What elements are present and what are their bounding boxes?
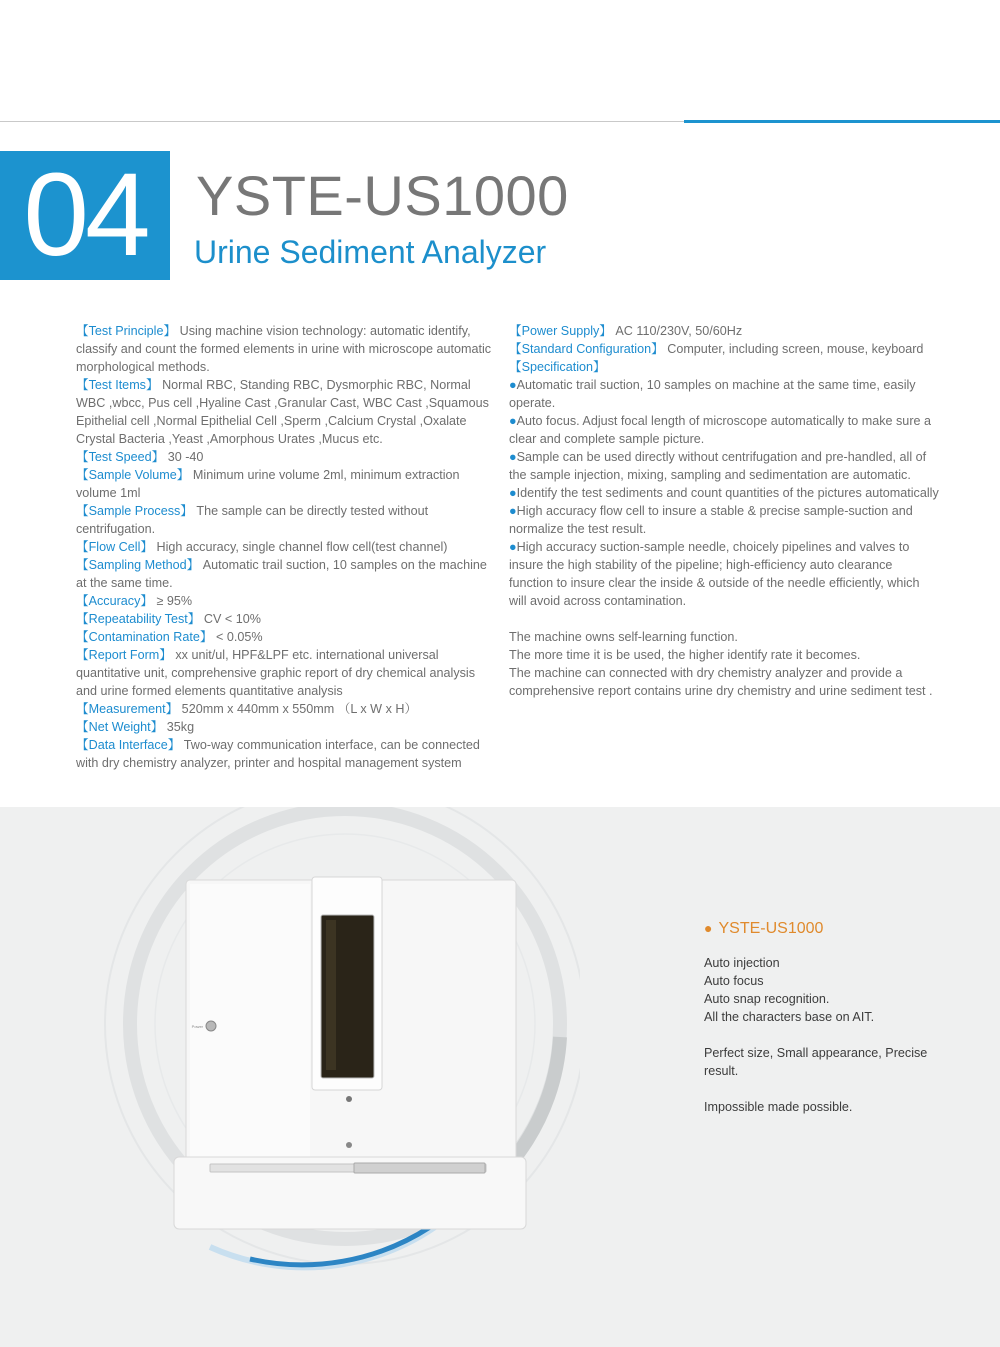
spec-bullet: ●Sample can be used directly without centrifugation and pre-handled, all of the sample injection, mixing, sampling and sedimentation are automatic. [509, 450, 927, 482]
spec-test-principle: 【Test Principle】 Using machine vision technology: automatic identify, classify and count the formed elements in urine with microscope automatic morphological methods. [76, 324, 492, 374]
spec-sample-volume: 【Sample Volume】 Minimum urine volume 2ml, minimum extraction volume 1ml [76, 468, 460, 500]
power-label: Power [191, 1024, 203, 1029]
spec-bullet: ●High accuracy flow cell to insure a stable & precise sample-suction and normalize the test result. [509, 504, 913, 536]
feature-panel-title: ● YSTE-US1000 [704, 920, 824, 937]
spec-column-right [509, 322, 939, 700]
feature-line: All the characters base on AIT. [704, 1010, 875, 1024]
spec-net-weight: 【Net Weight】 35kg [76, 720, 195, 734]
feature-line: Auto injection [704, 956, 780, 970]
spec-bullet: ●Identify the test sediments and count quantities of the pictures automatically [509, 486, 939, 500]
bullet-dot-icon: ● [704, 920, 713, 936]
spec-bullet: ●Auto focus. Adjust focal length of microscope automatically to make sure a clear and complete sample picture. [509, 414, 932, 446]
spec-bullet: ●High accuracy suction-sample needle, choicely pipelines and valves to insure the high stability of the pipeline; high-efficiency auto clearance function to insure clear the inside & outside of the needle efficiently, which will avoid across contamination. [509, 540, 920, 608]
feature-summary: Perfect size, Small appearance, Precise result. [704, 1046, 928, 1078]
power-button [206, 1021, 216, 1031]
spec-measurement: 【Measurement】 520mm x 440mm x 550mm （L x W x H） [76, 702, 418, 716]
device-indicator [346, 1142, 352, 1148]
closing-line: The machine can connected with dry chemistry analyzer and provide a comprehensive report contains urine dry chemistry and urine sediment test . [509, 666, 933, 698]
model-title: YSTE-US1000 [196, 164, 569, 227]
spec-contamination: 【Contamination Rate】 < 0.05% [76, 630, 263, 644]
spec-sampling-method: 【Sampling Method】 Automatic trail suction, 10 samples on the machine at the same time. [76, 558, 487, 590]
spec-test-items: 【Test Items】 Normal RBC, Standing RBC, Dysmorphic RBC, Normal WBC ,wbcc, Pus cell ,Hyaline Cast ,Granular Cast, WBC Cast ,Squamous Epithelial cell ,Normal Epithelial Cell ,Sperm ,Calcium Crystal ,Oxalate Crystal Bacteria ,Yeast ,Amorphous Urates ,Mucus etc. [76, 378, 489, 446]
feature-tagline: Impossible made possible. [704, 1100, 853, 1114]
closing-line: The machine owns self-learning function. [509, 630, 738, 644]
spec-repeatability: 【Repeatability Test】 CV < 10% [76, 612, 261, 626]
spec-standard-configuration: 【Standard Configuration】 Computer, including screen, mouse, keyboard [509, 342, 924, 356]
feature-line: Auto snap recognition. [704, 992, 830, 1006]
spec-sample-process: 【Sample Process】 The sample can be directly tested without centrifugation. [76, 504, 429, 536]
feature-panel [704, 917, 944, 1116]
spec-column-left [76, 322, 496, 772]
spec-specification-heading: 【Specification】 [509, 360, 606, 374]
device-needle-port [346, 1096, 352, 1102]
spec-flow-cell: 【Flow Cell】 High accuracy, single channel flow cell(test channel) [76, 540, 448, 554]
device-sample-rack-slider [354, 1163, 485, 1173]
spec-report-form: 【Report Form】 xx unit/ul, HPF&LPF etc. international universal quantitative unit, comprehensive graphic report of dry chemical analysis and urine formed elements quantitative analysis [76, 648, 476, 698]
spec-power-supply: 【Power Supply】 AC 110/230V, 50/60Hz [509, 324, 743, 338]
header-accent-line [684, 120, 1000, 123]
spec-bullet: ●Automatic trail suction, 10 samples on machine at the same time, easily operate. [509, 378, 916, 410]
spec-accuracy: 【Accuracy】 ≥ 95% [76, 594, 193, 608]
spec-data-interface: 【Data Interface】 Two-way communication interface, can be connected with dry chemistry analyzer, printer and hospital management system [76, 738, 480, 770]
feature-line: Auto focus [704, 974, 764, 988]
closing-line: The more time it is be used, the higher identify rate it becomes. [509, 648, 861, 662]
section-number: 04 [0, 151, 170, 280]
spec-test-speed: 【Test Speed】 30 -40 [76, 450, 204, 464]
product-title: Urine Sediment Analyzer [194, 234, 547, 270]
analyzer-device-illustration [0, 807, 580, 1347]
